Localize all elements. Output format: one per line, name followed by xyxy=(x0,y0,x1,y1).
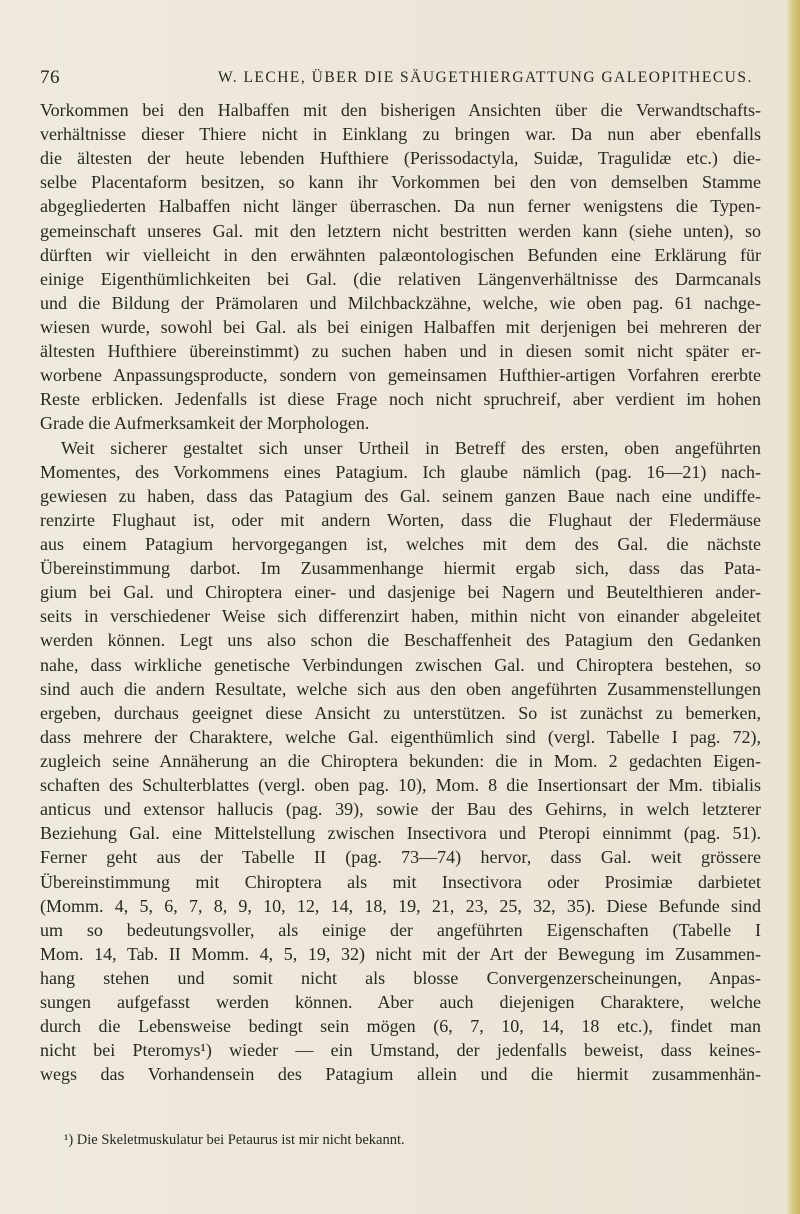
text-line: nicht bei Pteromys¹) wieder — ein Umstand, der jedenfalls beweist, dass keines- xyxy=(40,1040,761,1061)
text-line: Mom. 14, Tab. II Momm. 4, 5, 19, 32) nicht mit der Art der Bewegung im Zusammen- xyxy=(40,943,761,964)
text-line: Grade die Aufmerksamkeit der Morphologen. xyxy=(40,413,370,434)
text-line: sind auch die andern Resultate, welche sich aus den oben angeführten Zusammenstellungen xyxy=(40,678,761,699)
text-line: gewiesen zu haben, dass das Patagium des Gal. seinem ganzen Baue nach eine undiffe- xyxy=(40,485,761,506)
text-line: hang stehen und somit nicht als blosse Convergenzerscheinungen, Anpas- xyxy=(40,967,761,988)
text-line: abgegliederten Halbaffen nicht länger überraschen. Da nun ferner wenigstens die Typen- xyxy=(40,196,761,217)
text-line: Weit sicherer gestaltet sich unser Urtheil in Betreff des ersten, oben angeführten xyxy=(61,437,761,458)
text-line: selbe Placentaform besitzen, so kann ihr Vorkommen bei den von demselben Stamme xyxy=(40,172,761,193)
text-line: aus einem Patagium hervorgegangen ist, welches mit dem des Gal. die nächste xyxy=(40,533,761,554)
text-line: werden können. Legt uns also schon die Beschaffenheit des Patagium den Gedanken xyxy=(40,630,761,651)
text-line: Übereinstimmung darbot. Im Zusammenhange hiermit ergab sich, dass das Pata- xyxy=(40,558,761,579)
text-line: (Momm. 4, 5, 6, 7, 8, 9, 10, 12, 14, 18, 19, 21, 23, 25, 32, 35). Diese Befunde sind xyxy=(40,895,761,916)
text-line: um so bedeutungsvoller, als einige der angeführten Eigenschaften (Tabelle I xyxy=(40,919,761,940)
text-line: zugleich seine Annäherung an die Chiroptera bekunden: die in Mom. 2 gedachten Eigen- xyxy=(40,750,761,771)
paragraph xyxy=(40,98,761,436)
text-line: und die Bildung der Prämolaren und Milchbackzähne, welche, wie oben pag. 61 nachge- xyxy=(40,292,761,313)
text-line: Beziehung Gal. eine Mittelstellung zwischen Insectivora und Pteropi einnimmt (pag. 51). xyxy=(40,823,761,844)
text-line: durch die Lebensweise bedingt sein mögen (6, 7, 10, 14, 18 etc.), findet man xyxy=(40,1016,761,1037)
paragraph xyxy=(40,436,761,1087)
text-line: ergeben, durchaus geeignet diese Ansicht zu unterstützen. So ist zunächst zu bemerken, xyxy=(40,702,761,723)
text-line: anticus und extensor hallucis (pag. 39), sowie der Bau des Gehirns, in welch letzterer xyxy=(40,799,761,820)
text-line: seits in verschiedener Weise sich differenzirt haben, mithin nicht von einander abgeleitet xyxy=(40,606,761,627)
text-line: Momentes, des Vorkommens eines Patagium. Ich glaube nämlich (pag. 16—21) nach- xyxy=(40,461,761,482)
text-line: sungen aufgefasst werden können. Aber auch diejenigen Charaktere, welche xyxy=(40,992,761,1013)
text-line: nahe, dass wirkliche genetische Verbindungen zwischen Gal. und Chiroptera bestehen, so xyxy=(40,654,761,675)
text-line: gium bei Gal. und Chiroptera einer- und dasjenige bei Nagern und Beutelthieren ander- xyxy=(40,582,761,603)
text-line: ältesten Hufthiere übereinstimmt) zu suchen haben und in diesen somit nicht später er- xyxy=(40,341,761,362)
page-number: 76 xyxy=(40,67,60,88)
footnote-text: ¹) Die Skeletmuskulatur bei Petaurus ist mir nicht bekannt. xyxy=(64,1132,405,1148)
text-line: Vorkommen bei den Halbaffen mit den bisherigen Ansichten über die Verwandtschafts- xyxy=(40,100,761,120)
text-line: einige Eigenthümlichkeiten bei Gal. (die relativen Längenverhältnisse des Darmcanals xyxy=(40,268,761,289)
text-line: Ferner geht aus der Tabelle II (pag. 73—74) hervor, dass Gal. weit grössere xyxy=(40,847,761,868)
text-line: wegs das Vorhandensein des Patagium allein und die hiermit zusammenhän- xyxy=(40,1064,761,1085)
text-line: wiesen wurde, sowohl bei Gal. als bei einigen Halbaffen mit derjenigen bei mehreren der xyxy=(40,316,761,337)
text-line: Reste erblicken. Jedenfalls ist diese Frage noch nicht spruchreif, aber verdient im hohen xyxy=(40,389,761,410)
text-line: schaften des Schulterblattes (vergl. oben pag. 10), Mom. 8 die Insertionsart der Mm. tibialis xyxy=(40,775,761,796)
footnote xyxy=(40,1130,761,1150)
page-header xyxy=(40,67,760,91)
text-line: renzirte Flughaut ist, oder mit andern Worten, dass die Flughaut der Fledermäuse xyxy=(40,509,761,530)
text-line: Übereinstimmung mit Chiroptera als mit Insectivora oder Prosimiæ darbietet xyxy=(40,871,761,892)
text-line: verhältnisse dieser Thiere nicht in Einklang zu bringen war. Da nun aber ebenfalls xyxy=(40,124,761,145)
text-line: worbene Anpassungsproducte, sondern von gemeinsamen Hufthier-artigen Vorfahren ererbte xyxy=(40,365,761,386)
paragraphs xyxy=(40,98,761,1086)
text-line: dass mehrere der Charaktere, welche Gal. eigenthümlich sind (vergl. Tabelle I pag. 72), xyxy=(40,726,761,747)
text-line: dürften wir vielleicht in den erwähnten palæontologischen Befunden eine Erklärung für xyxy=(40,244,761,265)
page-edge-stain xyxy=(786,0,800,1214)
running-title: W. LECHE, ÜBER DIE SÄUGETHIERGATTUNG GALEOPITHECUS. xyxy=(218,69,753,86)
text-line: gemeinschaft unseres Gal. mit den letztern nicht bestritten werden kann (siehe unten), so xyxy=(40,220,761,241)
body-text xyxy=(40,98,761,1086)
text-line: die ältesten der heute lebenden Hufthiere (Perissodactyla, Suidæ, Tragulidæ etc.) die- xyxy=(40,148,761,169)
